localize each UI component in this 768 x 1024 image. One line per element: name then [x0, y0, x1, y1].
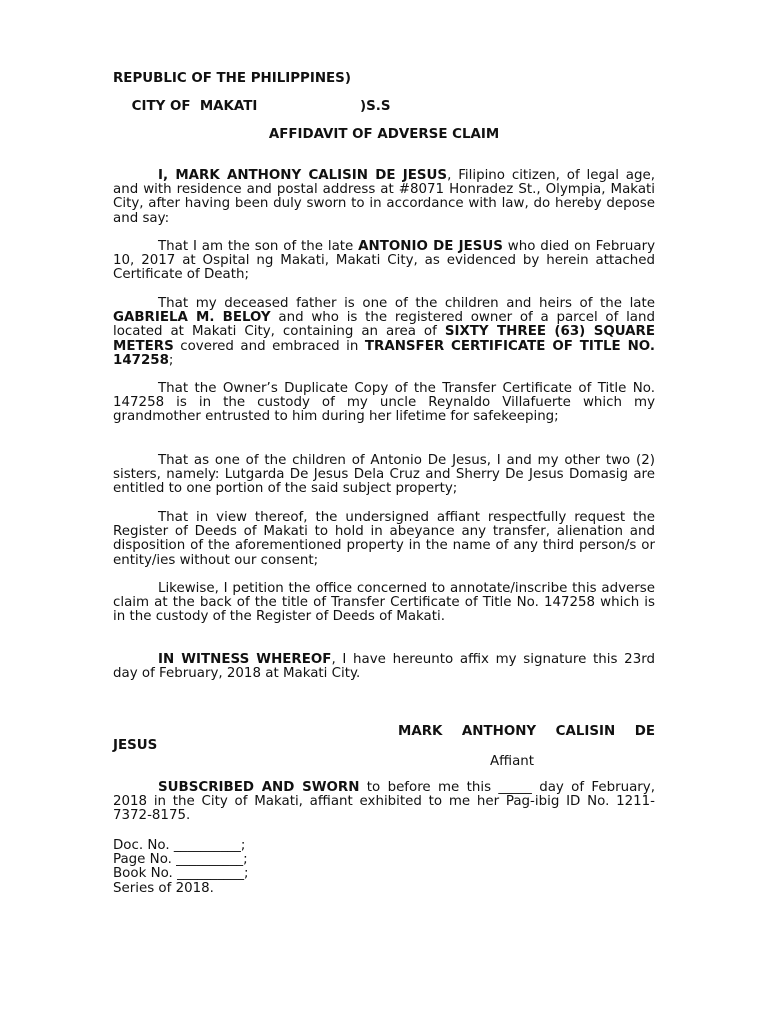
paragraph-text: to before me this _____ day of February, 2018 in the City of Makati, affiant exhibited to me her Pag-ibig ID No. 1211-7372-8175.: [113, 780, 655, 824]
paragraph-text: That as one of the children of Antonio De Jesus, I and my other two (2) sisters, namely: Lutgarda De Jesus Dela Cruz and Sherry De Jesus Domasig are entitled to one portion of the said subject property;: [113, 453, 655, 497]
notary-page-no: Page No. __________;: [113, 852, 248, 868]
affiant-signature-name: [113, 725, 655, 753]
paragraph-siblings: [113, 454, 655, 497]
paragraph-text: ;: [168, 352, 174, 368]
notary-book-no: Book No. __________;: [113, 866, 249, 882]
paragraph-text: That my deceased father is one of the children and heirs of the late: [158, 296, 655, 311]
grandmother-name: GABRIELA M. BELOY: [113, 310, 271, 326]
paragraph-petition: [113, 582, 655, 625]
affiant-name-word: DE: [634, 724, 655, 739]
paragraph-affiant-intro: [113, 169, 655, 226]
paragraph-jurat: [113, 781, 655, 824]
paragraph-text: That the Owner’s Duplicate Copy of the Transfer Certificate of Title No. 147258 is in the custody of my uncle Reynaldo Villafuerte which my grandmother entrusted to him during her lifetime for safekeeping;: [113, 381, 655, 425]
notary-block: [113, 839, 249, 896]
paragraph-witness: [113, 653, 655, 681]
affiant-name-word: CALISIN: [555, 724, 616, 739]
tct-number: TRANSFER CERTIFICATE OF TITLE NO. 147258: [113, 338, 655, 368]
paragraph-text: That in view thereof, the undersigned affiant respectfully request the Register of Deeds of Makati to hold in abeyance any transfer, alienation and disposition of the aforementioned property in the name of any third person/s or entity/ies without our consent;: [113, 510, 655, 568]
paragraph-son-of: [113, 240, 655, 283]
paragraph-owners-duplicate: [113, 382, 655, 425]
affiant-label: Affiant: [490, 754, 535, 769]
header-ss: )S.S: [360, 99, 391, 114]
paragraph-heirs: [113, 297, 655, 368]
paragraph-text: Likewise, I petition the office concerned to annotate/inscribe this adverse claim at the back of the title of Transfer Certificate of Title No. 147258 which is in the custody of the Register of Deeds of Makati.: [113, 581, 655, 625]
header-city-name: CITY OF MAKATI: [131, 99, 258, 114]
notary-doc-no: Doc. No. __________;: [113, 838, 246, 853]
witness-lead: IN WITNESS WHEREOF: [158, 652, 332, 667]
document-title: AFFIDAVIT OF ADVERSE CLAIM: [268, 127, 500, 142]
notary-series: Series of 2018.: [113, 880, 214, 896]
affiant-name-word: MARK: [398, 724, 443, 739]
paragraph-text: who died on February 10, 2017 at Ospital ng Makati, Makati City, as evidenced by herein attached Certificate of Death;: [113, 239, 655, 283]
paragraph-request: [113, 511, 655, 568]
father-name: ANTONIO DE JESUS: [358, 239, 503, 254]
affiant-name-bold: I, MARK ANTHONY CALISIN DE JESUS: [158, 168, 448, 183]
jurat-lead: SUBSCRIBED AND SWORN: [158, 780, 360, 795]
header-city: [113, 86, 391, 128]
affiant-name-last: JESUS: [113, 738, 158, 754]
paragraph-text: and who is the registered owner of a parcel of land located at Makati City, containing an area of: [113, 310, 655, 340]
paragraph-text: , Filipino citizen, of legal age, and with residence and postal address at #8071 Honradez St., Olympia, Makati City, after having been duly sworn to in accordance with law, do hereby depose and say:: [113, 168, 655, 226]
paragraph-text: covered and embraced in: [173, 338, 365, 354]
header-republic: REPUBLIC OF THE PHILIPPINES): [113, 71, 351, 86]
paragraph-text: That I am the son of the late: [158, 239, 359, 254]
land-area: SIXTY THREE (63) SQUARE METERS: [113, 324, 656, 354]
affiant-name-word: ANTHONY: [461, 724, 537, 739]
paragraph-text: , I have hereunto affix my signature this 23rd day of February, 2018 at Makati City.: [113, 652, 655, 682]
